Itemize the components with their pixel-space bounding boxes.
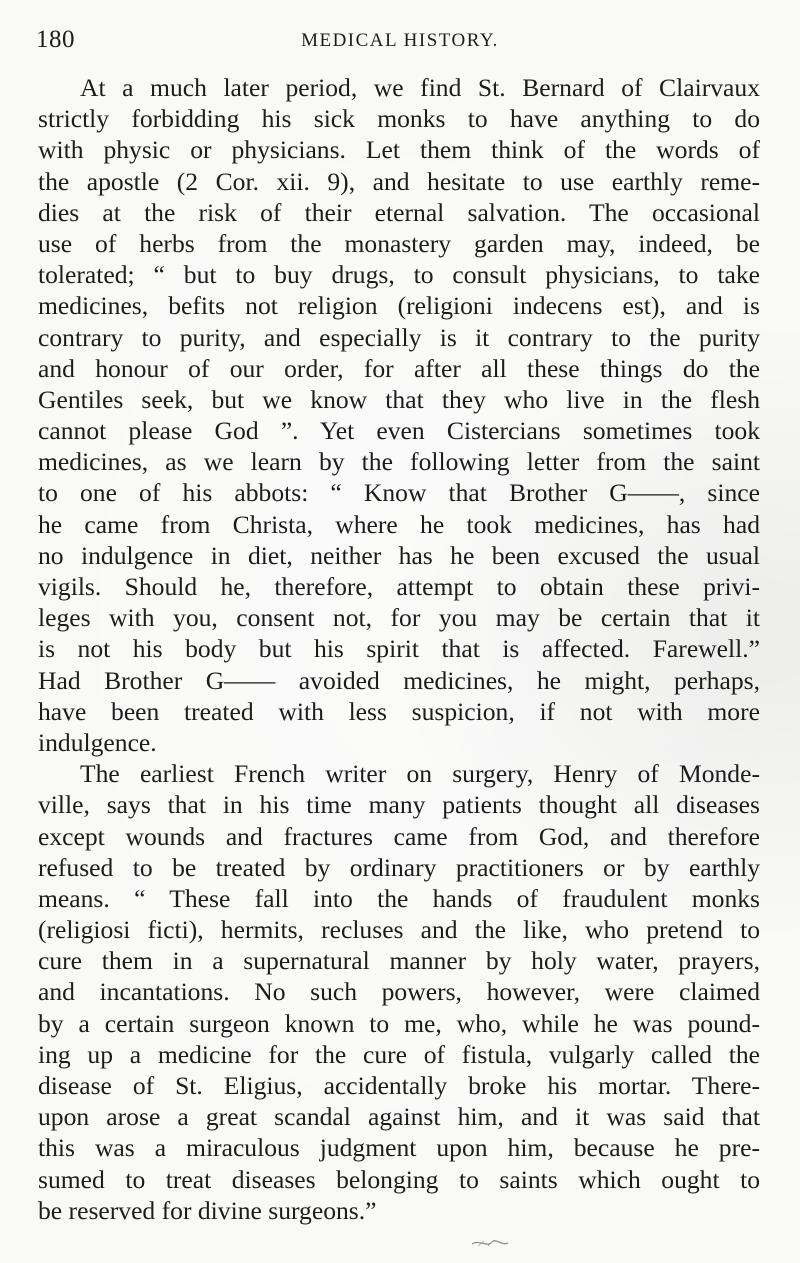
text-line: Gentiles seek, but we know that they who live in the flesh [38, 384, 760, 414]
text-line: is not his body but his spirit that is affected. Farewell.” [38, 634, 760, 664]
text-line: and honour of our order, for after all these things do the [38, 353, 760, 383]
text-line: leges with you, consent not, for you may be certain that it [38, 603, 760, 633]
text-line: with physic or physicians. Let them think of the words of [38, 135, 760, 165]
text-line: (religiosi ficti), hermits, recluses and the like, who pretend to [38, 915, 760, 945]
text-line: Had Brother G—— avoided medicines, he might, perhaps, [38, 665, 760, 695]
text-line: use of herbs from the monastery garden may, indeed, be [38, 228, 760, 258]
page-number: 180 [36, 26, 75, 53]
text-line: vigils. Should he, therefore, attempt to obtain these privi- [38, 572, 760, 601]
text-line: medicines, befits not religion (religioni indecens est), and is [38, 291, 760, 321]
text-line: cure them in a supernatural manner by holy water, prayers, [38, 946, 760, 976]
text-line: sumed to treat diseases belonging to saints which ought to [38, 1164, 760, 1194]
text-line: be reserved for divine surgeons.” [38, 1195, 377, 1225]
text-line: by a certain surgeon known to me, who, while he was pound- [38, 1008, 760, 1038]
text-line: the apostle (2 Cor. xii. 9), and hesitate to use earthly reme- [38, 166, 760, 196]
text-line: refused to be treated by ordinary practitioners or by earthly [38, 852, 760, 882]
text-line: dies at the risk of their eternal salvation. The occasional [38, 197, 760, 227]
text-line: tolerated; “ but to buy drugs, to consult physicians, to take [38, 260, 760, 290]
text-line: he came from Christa, where he took medicines, has had [38, 509, 760, 539]
text-line: ville, says that in his time many patients thought all diseases [38, 790, 760, 820]
text-line: medicines, as we learn by the following letter from the saint [38, 447, 760, 477]
text-line: this was a miraculous judgment upon him, because he pre- [38, 1133, 760, 1163]
ornament-icon [470, 1236, 510, 1250]
text-line: strictly forbidding his sick monks to have anything to do [38, 104, 760, 134]
body-text [38, 72, 760, 1226]
running-head: MEDICAL HISTORY. [301, 30, 499, 51]
text-line: no indulgence in diet, neither has he been excused the usual [38, 540, 760, 570]
text-line: means. “ These fall into the hands of fraudulent monks [38, 883, 760, 913]
text-line: ing up a medicine for the cure of fistula, vulgarly called the [38, 1039, 760, 1069]
text-line: and incantations. No such powers, however, were claimed [38, 977, 760, 1007]
text-line: indulgence. [38, 727, 157, 757]
text-line: disease of St. Eligius, accidentally broke his mortar. There- [38, 1071, 760, 1100]
text-line: cannot please God ”. Yet even Cistercians sometimes took [38, 416, 760, 446]
text-line: except wounds and fractures came from God, and therefore [38, 821, 760, 851]
text-line: contrary to purity, and especially is it contrary to the purity [38, 322, 760, 352]
page-header [36, 26, 764, 66]
text-line: have been treated with less suspicion, if not with more [38, 696, 760, 726]
text-line: to one of his abbots: “ Know that Brother G——, since [38, 478, 760, 508]
text-line: At a much later period, we find St. Bernard of Clairvaux [80, 73, 760, 102]
text-line: The earliest French writer on surgery, Henry of Monde- [80, 759, 760, 789]
text-line: upon arose a great scandal against him, and it was said that [38, 1102, 760, 1132]
